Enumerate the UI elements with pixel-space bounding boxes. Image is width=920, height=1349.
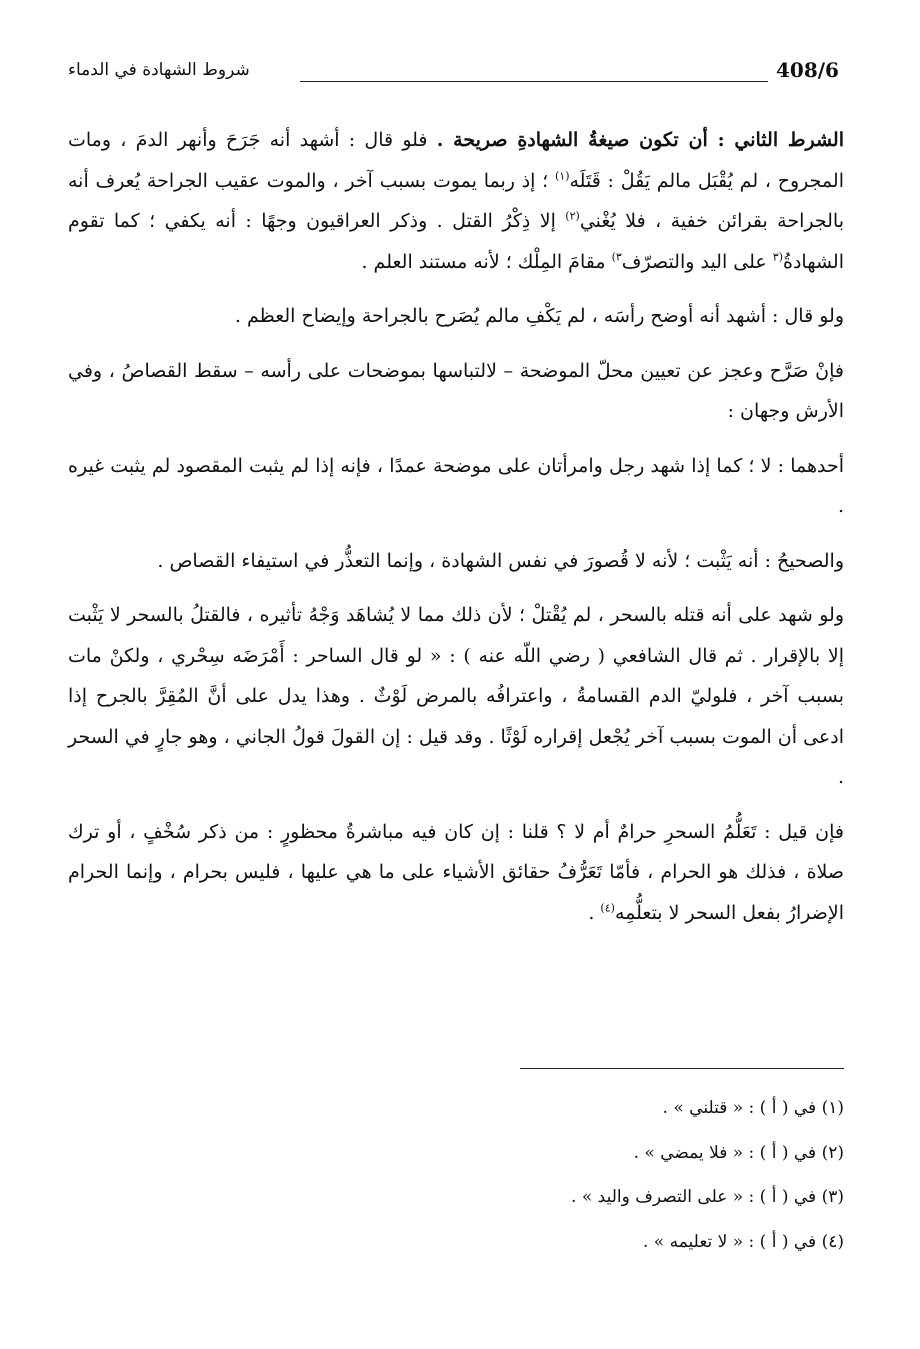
paragraph-1: [68, 120, 844, 282]
paragraph-text: مقامَ المِلْك ؛ لأنه مستند العلم .: [361, 250, 612, 273]
footnote-1: (١) في ( أ ) : « قتلني » .: [662, 1098, 844, 1118]
paragraph-2: ولو قال : أشهد أنه أوضح رأسَه ، لم يَكْفِ مالم يُصَرح بالجراحة وإيضاح العظم .: [234, 305, 844, 327]
main-text: [68, 120, 844, 933]
footnote-separator: [520, 1068, 844, 1069]
paragraph-text: ؛ إذ ربما يموت بسبب آخر ، والموت عقيب الجراحة يُعرف أنه بالجراحة بقرائن خفية ، فلا يُغْني: [68, 169, 844, 232]
paragraph-text: فإن قيل : تَعَلُّمُ السحرِ حرامٌ أم لا ؟ قلنا : إن كان فيه مباشرةُ محظورٍ : من ذكر سُخْفٍ ، أو ترك صلاة ، فذلك هو الحرام ، فأمّا تَعَرُّفُ حقائق الأشياء على ما هي عليها ، فليس بحرام ، وإنما الحرام الإضرارُ بفعل السحر لا بتعلُّمِه: [68, 820, 844, 924]
footnote-ref-2: (٢): [565, 209, 580, 223]
footnote-ref-4: (٤): [600, 901, 615, 915]
paragraph-text: على اليد والتصرّف: [621, 250, 773, 273]
paragraph-4: أحدهما : لا ؛ كما إذا شهد رجل وامرأتان على موضحة عمدًا ، فإنه إذا لم يثبت المقصود لم يثبت غيره .: [68, 454, 844, 517]
paragraph-7: [68, 812, 844, 934]
footnote-ref-1: (١): [554, 169, 570, 183]
paragraph-text: فلو قال : أشهد أنه جَرَحَ وأنهر الدمَ ، ومات المجروح ، لم يُقْبَل مالم يَقُلْ : قَتَلَه: [68, 129, 844, 192]
paragraph-6: ولو شهد على أنه قتله بالسحر ، لم يُقْتلْ ؛ لأن ذلك مما لا يُشاهَد وَجْهُ تأثيره ، فالقتلُ بالسحر لا يَثْبت إلا بالإقرار . ثم قال الشافعي ( رضي اللّه عنه ) : « لو قال الساحر : أَمْرَضَه سِحْري ، ولكنْ مات بسبب آخر ، فلوليّ الدم القسامةُ ، واعترافُه بالمرض لَوْثٌ . وهذا يدل على أنَّ المُقِرَّ بالجرح إذا ادعى أن الموت بسبب آخر يُجْعل إقراره لَوْثًا . وقد قيل : إن القولَ قولُ الجاني ، وهو جارٍ في السحر .: [68, 604, 844, 788]
footnote-4: (٤) في ( أ ) : « لا تعليمه » .: [643, 1231, 844, 1252]
running-header: [68, 58, 844, 90]
running-title: شروط الشهادة في الدماء: [68, 60, 250, 80]
footnote-ref-3-close: ٣): [611, 250, 622, 264]
paragraph-text: .: [588, 901, 601, 924]
footnote-ref-3-open: (٣: [772, 250, 784, 264]
footnote-3: (٣) في ( أ ) : « على التصرف واليد » .: [571, 1187, 844, 1207]
footnotes: [68, 1086, 844, 1264]
condition-heading: الشرط الثاني : أن تكون صيغةُ الشهادةِ صريحة .: [436, 129, 844, 151]
paragraph-text: إلا ذِكْرُ القتل . وذكر العراقيون وجهًا : أنه يكفي ؛ كما تقوم الشهادةُ: [68, 210, 844, 273]
footnote-2: (٢) في ( أ ) : « فلا يمضي » .: [633, 1142, 844, 1163]
paragraph-3: فإنْ صَرَّح وعجز عن تعيين محلّ الموضحة – لالتباسها بموضحات على رأسه – سقط القصاصُ ، وفي الأرش وجهان :: [68, 359, 844, 422]
paragraph-5: والصحيحُ : أنه يَثْبت ؛ لأنه لا قُصورَ في نفس الشهادة ، وإنما التعذُّر في استيفاء القصاص .: [157, 549, 844, 572]
page-number: 408/6: [776, 58, 839, 82]
header-rule: [300, 81, 768, 82]
